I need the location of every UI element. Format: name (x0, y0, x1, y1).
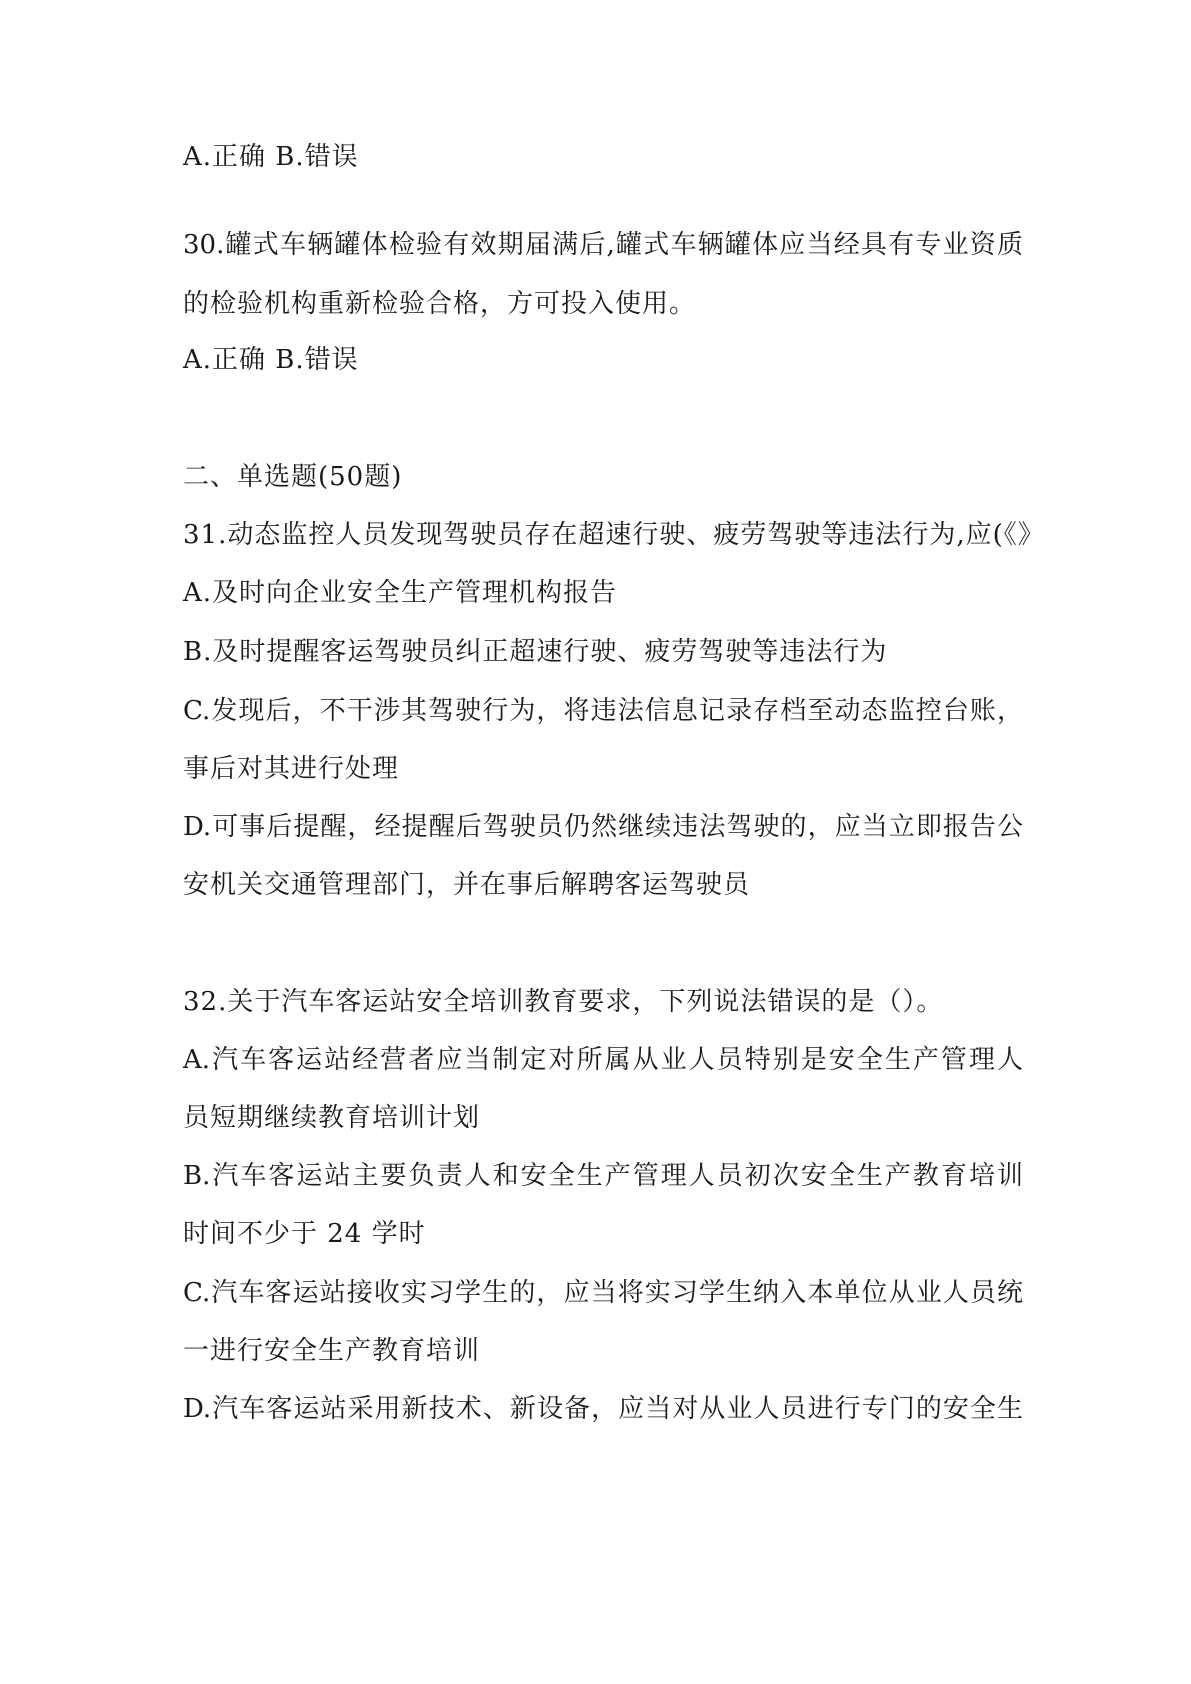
q32-option-a-line-2: 员短期继续教育培训计划 (183, 1103, 481, 1133)
q32-option-b-line-2: 时间不少于 24 学时 (183, 1219, 426, 1249)
q31-stem: 31.动态监控人员发现驾驶员存在超速行驶、疲劳驾驶等违法行为,应(《》 (183, 520, 1045, 550)
q31-option-d-line-1: D.可事后提醒，经提醒后驾驶员仍然继续违法驾驶的，应当立即报告公 (183, 812, 1023, 842)
q32-stem: 32.关于汽车客运站安全培训教育要求，下列说法错误的是（）。 (183, 987, 944, 1017)
q32-option-d-line-1: D.汽车客运站采用新技术、新设备，应当对从业人员进行专门的安全生 (183, 1394, 1023, 1424)
q30-stem-line-2: 的检验机构重新检验合格，方可投入使用。 (183, 289, 697, 319)
q31-option-d-line-2: 安机关交通管理部门，并在事后解聘客运驾驶员 (183, 870, 751, 900)
q31-option-b: B.及时提醒客运驾驶员纠正超速行驶、疲劳驾驶等违法行为 (183, 637, 888, 667)
q32-option-c-line-2: 一进行安全生产教育培训 (183, 1336, 481, 1366)
section-heading: 二、单选题(50题) (183, 462, 403, 492)
q32-option-c-line-1: C.汽车客运站接收实习学生的，应当将实习学生纳入本单位从业人员统 (183, 1278, 1023, 1308)
q31-option-c-line-1: C.发现后，不干涉其驾驶行为，将违法信息记录存档至动态监控台账， (183, 696, 1023, 726)
q30-stem-line-1: 30.罐式车辆罐体检验有效期届满后,罐式车辆罐体应当经具有专业资质 (183, 230, 1023, 260)
q31-option-c-line-2: 事后对其进行处理 (183, 754, 400, 784)
q30-options: A.正确 B.错误 (183, 345, 359, 375)
q29-options: A.正确 B.错误 (183, 142, 359, 172)
q32-option-a-line-1: A.汽车客运站经营者应当制定对所属从业人员特别是安全生产管理人 (183, 1045, 1023, 1075)
q31-option-a: A.及时向企业安全生产管理机构报告 (183, 578, 618, 608)
q32-option-b-line-1: B.汽车客运站主要负责人和安全生产管理人员初次安全生产教育培训 (183, 1161, 1023, 1191)
